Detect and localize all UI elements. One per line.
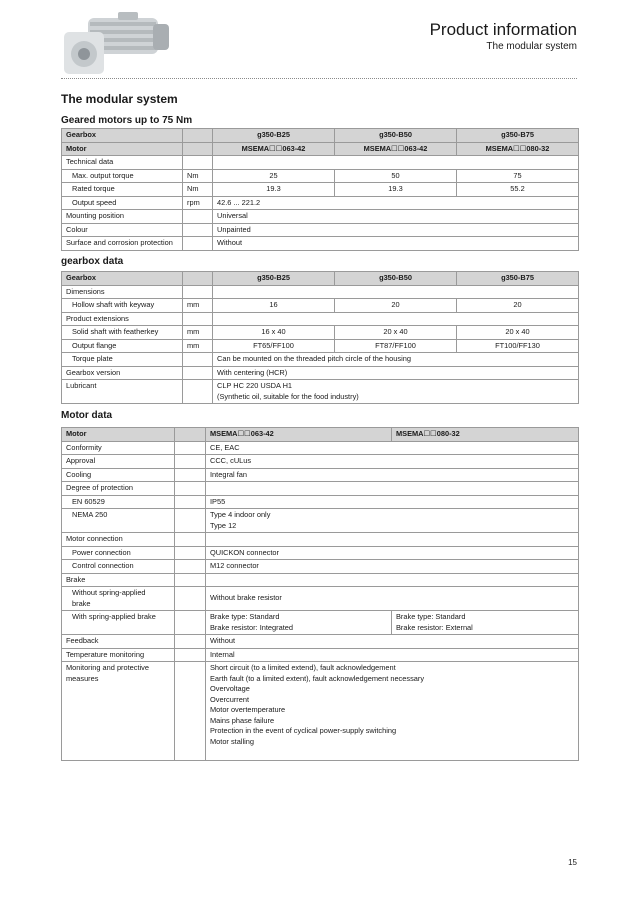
geared-motor-image (58, 10, 176, 80)
table-row: Gearbox version With centering (HCR) (62, 366, 579, 380)
table-row: Motor connection (62, 533, 579, 547)
table-row: EN 60529 IP55 (62, 495, 579, 509)
table-row: Cooling Integral fan (62, 468, 579, 482)
page-number: 15 (568, 858, 577, 867)
header-subtitle: The modular system (486, 41, 577, 52)
table-row: Degree of protection (62, 482, 579, 496)
table-row: NEMA 250 Type 4 indoor only Type 12 (62, 509, 579, 533)
table-row: Colour Unpainted (62, 223, 579, 237)
table-header-row: Gearbox g350-B25 g350-B50 g350-B75 (62, 129, 579, 143)
motor-data-table (61, 427, 579, 761)
geared-motors-heading: Geared motors up to 75 Nm (61, 115, 193, 126)
table-row: Brake (62, 573, 579, 587)
table-row: Without spring-applied brake Without brake resistor (62, 587, 579, 611)
gearbox-data-table (61, 271, 579, 404)
table-row: Conformity CE, EAC (62, 441, 579, 455)
table-row: Output speed rpm 42.6 ... 221.2 (62, 196, 579, 210)
table-row: Monitoring and protective measures Short circuit (to a limited extend), fault acknowledgement Earth fault (to a limited extent), fault acknowledgement necessary Overvoltage Overcurrent Motor overtemperature Mains phase failure Protection in the event of cyclical power-supply switching Motor stalling (62, 662, 579, 761)
gearbox-data-heading: gearbox data (61, 256, 124, 267)
table-header-row: Motor MSEMA☐☐063-42 MSEMA☐☐080-32 (62, 428, 579, 442)
table-row: Dimensions (62, 285, 579, 299)
table-row: Lubricant CLP HC 220 USDA H1 (Synthetic oil, suitable for the food industry) (62, 380, 579, 404)
table-row: Approval CCC, cULus (62, 455, 579, 469)
table-row: Feedback Without (62, 635, 579, 649)
table-row: Power connection QUICKON connector (62, 546, 579, 560)
table-row: Rated torque Nm 19.3 19.3 55.2 (62, 183, 579, 197)
table-header-row: Gearbox g350-B25 g350-B50 g350-B75 (62, 272, 579, 286)
table-row: With spring-applied brake Brake type: Standard Brake resistor: Integrated Brake type: Standard Brake resistor: External (62, 611, 579, 635)
page-title: The modular system (61, 92, 178, 106)
header-title: Product information (429, 20, 577, 39)
table-row: Output flange mm FT65/FF100 FT87/FF100 FT100/FF130 (62, 339, 579, 353)
geared-motors-table (61, 128, 579, 251)
table-row: Product extensions (62, 312, 579, 326)
table-row: Temperature monitoring Internal (62, 648, 579, 662)
table-row: Hollow shaft with keyway mm 16 20 20 (62, 299, 579, 313)
motor-data-heading: Motor data (61, 410, 113, 421)
table-row: Control connection M12 connector (62, 560, 579, 574)
table-row: Max. output torque Nm 25 50 75 (62, 169, 579, 183)
table-row: Torque plate Can be mounted on the threaded pitch circle of the housing (62, 353, 579, 367)
table-row: Technical data (62, 156, 579, 170)
header-divider (61, 78, 577, 79)
table-row: Surface and corrosion protection Without (62, 237, 579, 251)
table-row: Motor MSEMA☐☐063-42 MSEMA☐☐063-42 MSEMA☐☐080-32 (62, 142, 579, 156)
table-row: Mounting position Universal (62, 210, 579, 224)
table-row: Solid shaft with featherkey mm 16 x 40 20 x 40 20 x 40 (62, 326, 579, 340)
